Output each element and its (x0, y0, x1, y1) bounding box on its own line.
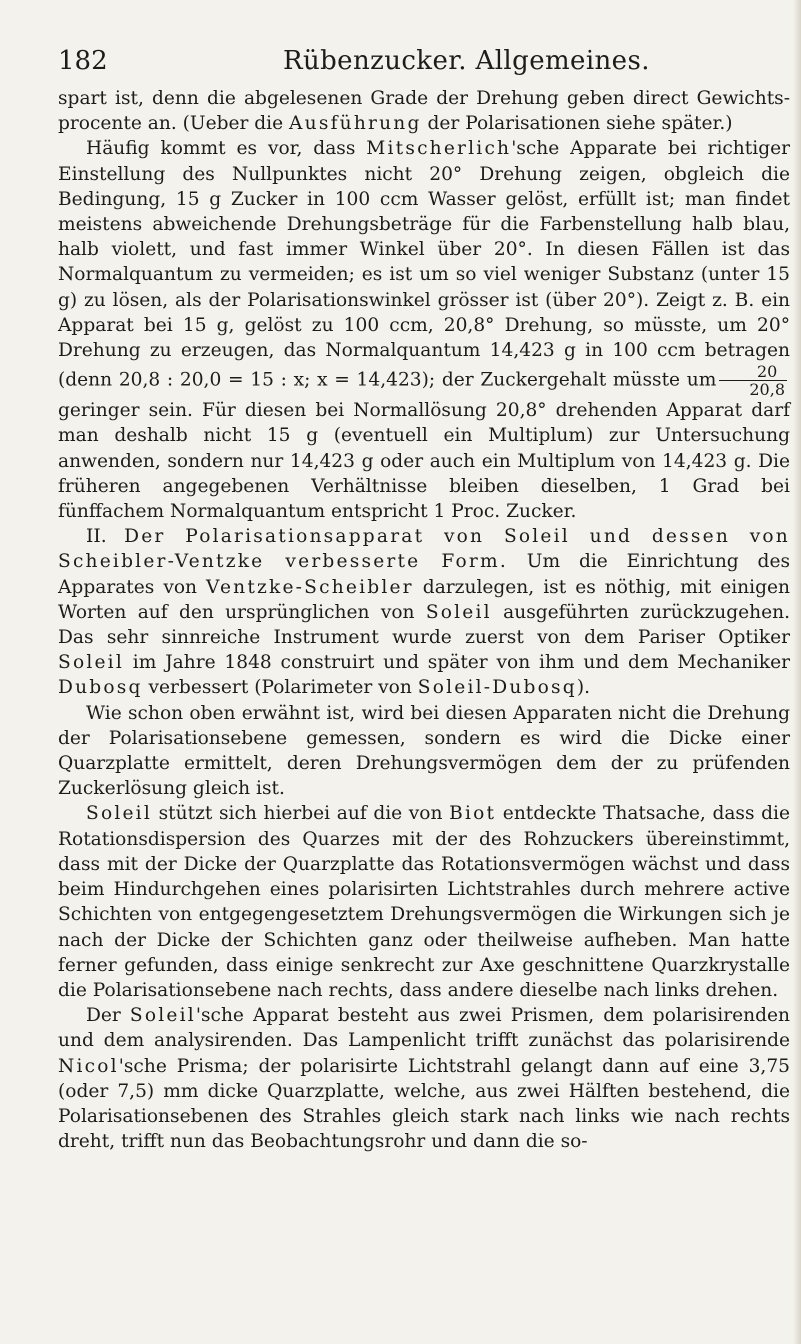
paragraph-5 (58, 801, 790, 1003)
fraction-numerator: 20 (719, 363, 787, 381)
spaced-name: Soleil (129, 1005, 196, 1027)
text-run: 'sche Apparate bei richtiger Einstellung des Nullpunktes nicht 20° Drehung zeigen, obgleich die Bedingung, 15 g Zucker in 100 ccm Wasser gelöst, erfüllt ist; man findet meistens abweichende Drehungsbeträge für die Farbenstellung halb blau, halb violett, und fast immer Winkel über 20°. In diesen Fällen ist das Normalquantum zu vermeiden; es ist um so viel weniger Substanz (unter 15 g) zu lösen, als der Polarisationswinkel grösser ist (über 20°). Zeigt z. B. ein Apparat bei 15 g, gelöst zu 100 ccm, 20,8° Drehung, so müsste, um 20° Drehung zu erzeugen, das Normalquantum 14,423 g in 100 ccm betragen (denn 20,8 : 20,0 = 15 : x; x = 14,423); der Zuckergehalt müsste um (58, 138, 790, 391)
body-text (58, 86, 790, 1154)
paragraph-3 (58, 524, 790, 700)
paragraph-4: Wie schon oben erwähnt ist, wird bei diesen Apparaten nicht die Drehung der Polarisationsebene gemessen, sondern es wird die Dicke einer Quarzplatte ermittelt, deren Drehungsvermögen dem der zu prüfenden Zuckerlösung gleich ist. (58, 702, 790, 800)
text-run: geringer sein. Für diesen bei Normallösung 20,8° drehenden Apparat darf man deshalb nicht 15 g (eventuell ein Multiplum) zur Untersuchung anwenden, sondern nur 14,423 g oder auch ein Multiplum von 14,423 g. Die früheren angegebenen Verhältnisse bleiben dieselben, 1 Grad bei fünffachem Normalquantum entspricht 1 Proc. Zucker. (58, 400, 790, 523)
text-run: verbessert (Polarimeter von (142, 677, 418, 699)
text-run: spart ist, denn die abgelesenen Grade der Drehung geben direct Gewichts-procente an. (Ueber die (58, 88, 790, 135)
spaced-name: Soleil (425, 601, 492, 623)
page-edge-shadow (793, 0, 801, 1344)
spaced-term: Ausführung (289, 113, 422, 135)
text-run: darzulegen, ist es nöthig, mit einigen Worten auf den ursprünglichen von (58, 576, 790, 623)
page-header (58, 46, 790, 80)
spaced-name: Soleil (86, 803, 152, 825)
text-run: entdeckte Thatsache, dass die Rotationsdispersion des Quarzes mit der des Rohzuckers übereinstimmt, dass mit der Dicke der Quarzplatte das Rotationsvermögen wächst und dass beim Hindurchgehen eines polarisirten Lichtstrahles durch mehrere active Schichten von entgegengesetztem Drehungsvermögen die Wirkungen sich je nach der Dicke der Schichten ganz oder theilweise aufheben. Man hatte ferner gefunden, dass einige senkrecht zur Axe geschnittene Quarzkrystalle die Polarisationsebene nach rechts, dass andere dieselbe nach links drehen. (58, 803, 790, 1001)
spaced-name: Mitscherlich (366, 138, 512, 160)
text-run: stützt sich hierbei auf die von (151, 803, 450, 825)
paragraph-2 (58, 136, 790, 524)
text-run: II. (86, 526, 125, 548)
text-run: Um die Einrichtung des Apparates von (58, 551, 790, 598)
section-heading: Der Polarisationsapparat von Soleil und dessen von Scheibler-Ventzke verbesserte Form. (58, 526, 790, 573)
text-run: ausgeführten zurückzugehen. Das sehr sinnreiche Instrument wurde zuerst von dem Pariser Optiker (58, 601, 791, 649)
spaced-name: Soleil (58, 652, 124, 674)
text-run: ). (576, 677, 591, 699)
fraction-denominator: 20,8 (749, 380, 785, 400)
spaced-name: Dubosq (58, 677, 143, 699)
text-run: Der (86, 1005, 130, 1027)
text-run: der Polarisationen siehe später.) (421, 113, 733, 135)
text-run: 'sche Prisma; der polarisirte Lichtstrahl gelangt dann auf eine 3,75 (oder 7,5) mm dicke Quarzplatte, welche, aus zwei Hälften bestehend, die Polarisationsebenen des Strahles gleich stark nach links wie nach rechts dreht, trifft nun das Beobachtungsrohr und dann die so- (58, 1055, 790, 1153)
spaced-name: Soleil-Dubosq (417, 677, 577, 699)
text-run: Häufig kommt es vor, dass (86, 138, 367, 160)
running-title: Rübenzucker. Allgemeines. (283, 46, 650, 76)
text-run: 'sche Apparat besteht aus zwei Prismen, dem polarisirenden und dem analysirenden. Das Lampenlicht trifft zunächst das polarisirende (58, 1005, 791, 1052)
spaced-name: Nicol (58, 1055, 119, 1077)
fraction (719, 363, 787, 398)
spaced-name: Biot (449, 803, 497, 825)
spaced-name: Ventzke-Scheibler (206, 576, 414, 598)
text-run: im Jahre 1848 construirt und später von ihm und dem Mechaniker (123, 652, 790, 674)
page-number: 182 (58, 46, 108, 76)
paragraph-1 (58, 86, 790, 136)
paragraph-6 (58, 1003, 790, 1154)
